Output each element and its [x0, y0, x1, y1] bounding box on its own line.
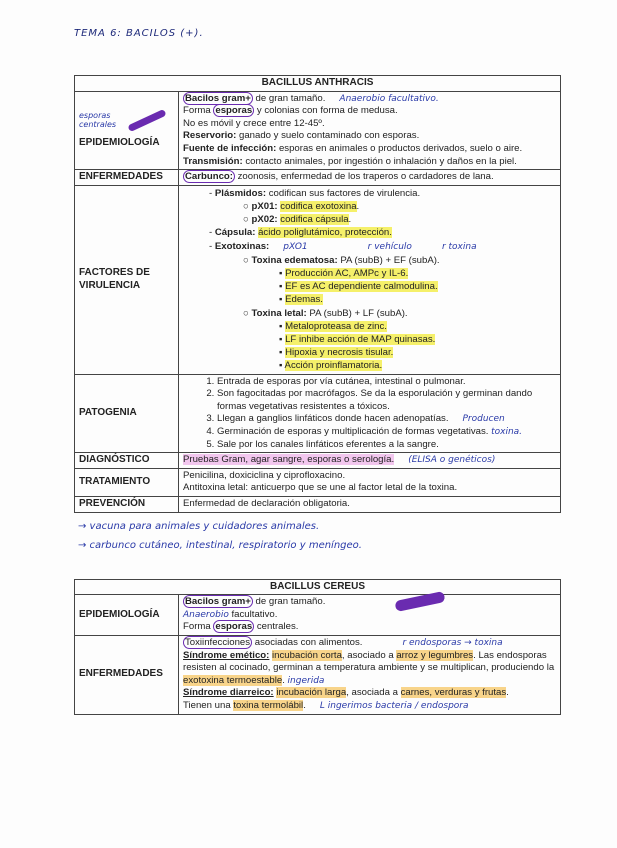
text: incubación larga: [276, 687, 347, 699]
note-anaerobio: Anaerobio facultativo.: [339, 93, 439, 104]
label-epidemiologia: EPIDEMIOLOGÍA: [75, 595, 179, 636]
cereus-table: [74, 579, 561, 715]
text: exotoxina termoestable: [183, 674, 283, 686]
text: PA (subB) + EF (subA).: [337, 254, 440, 266]
text: ganado y suelo contaminado con esporas.: [236, 130, 420, 142]
note-pxo1: pXO1: [283, 241, 308, 252]
note-ingerida: ingerida: [287, 675, 325, 686]
text: Sale por los canales linfáticos eferentes a la sangre.: [217, 438, 439, 450]
cereus-epidemiologia: [179, 595, 561, 636]
label: pX02:: [251, 214, 278, 226]
text: codifica exotoxina: [280, 200, 357, 212]
label: Exotoxinas:: [214, 240, 270, 252]
anthracis-factores: - Plásmidos: codifican sus factores de virulencia. ○ pX01: codifica exotoxina. ○ pX02: codifica cápsula. - Cápsula: ácido poliglutámico, protección. - Exotoxinas: pXO1 r vehículo r toxina ○ Toxina edematosa: PA (subB) + EF (subA). ▪ Producción AC, AMPc y IL-6. ▪ EF es AC dependiente calmodulina. ▪ Edemas. ○ Toxina letal: PA (subB) + LF (subA). ▪ Metaloproteasa de zinc. ▪ LF inhibe acción de MAP quinasas. ▪ Hipoxia y necrosis tisular. ▪ Acción proinflamatoria.: [179, 185, 561, 374]
text: facultativo.: [228, 608, 278, 620]
text: zoonosis, enfermedad de los traperos o cardadores de lana.: [234, 171, 494, 183]
label-diagnostico: DIAGNÓSTICO: [75, 453, 179, 469]
text: Forma: [183, 105, 214, 117]
esporas: esporas: [215, 621, 253, 633]
label-annotations: [79, 111, 174, 129]
list-item: Producción AC, AMPc y IL-6.: [285, 267, 409, 279]
text: PA (subB) + LF (subA).: [306, 307, 408, 319]
text: Antitoxina letal: anticuerpo que se une al factor letal de la toxina.: [183, 482, 458, 494]
bacilos-gram: Bacilos gram+: [185, 92, 251, 104]
list-item: Edemas.: [285, 294, 323, 306]
anthracis-header: BACILLUS ANTHRACIS: [75, 76, 561, 92]
text: de gran tamaño.: [252, 596, 326, 608]
label-factores: FACTORES DE VIRULENCIA: [75, 185, 179, 374]
cereus-enfermedades: Toxiinfecciones asociadas con alimentos. r endosporas → toxina Síndrome emético: incubación corta, asociado a arroz y legumbres. Las endosporas resisten al cocinado, germinan a temperatura ambiente y se multiplican, produciendo la exotoxina termoestable. ingerida Síndrome diarreico: incubación larga, asociada a carnes, verduras y frutas. Tienen una toxina termolábil. L ingerimos bacteria / endospora: [179, 635, 561, 714]
anthracis-enfermedades: [179, 170, 561, 186]
text: . Las endosporas resisten al cocinado, germinan a temperatura ambiente y se multiplican, produciendo la: [183, 649, 555, 674]
text: contacto animales, por ingestión o inhalación y daños en la piel.: [242, 155, 517, 167]
text: y colonias con forma de medusa.: [254, 105, 398, 117]
text: ácido poliglutámico, protección.: [258, 227, 392, 239]
anthracis-table: [74, 75, 561, 513]
toxiinfecciones: Toxiinfecciones: [185, 636, 251, 648]
note-vacuna: → vacuna para animales y cuidadores animales.: [78, 520, 320, 532]
note-elisa: (ELISA o genéticos): [408, 455, 496, 466]
label-patogenia: PATOGENIA: [75, 374, 179, 453]
list-item: [217, 413, 556, 426]
note-vehiculo: r vehículo: [367, 241, 412, 252]
note-esporas-centrales: esporas centrales: [79, 111, 117, 130]
carbunco: Carbunco:: [185, 171, 233, 183]
handwritten-title: TEMA 6: BACILOS (+).: [74, 28, 204, 39]
text: esporas en animales o productos derivados, suelo o aire.: [276, 142, 523, 154]
text: codifican sus factores de virulencia.: [266, 187, 421, 199]
list-item: [217, 376, 556, 389]
text: Llegan a ganglios linfáticos donde hacen adenopatías.: [217, 413, 449, 425]
label: pX01:: [251, 200, 278, 212]
text: Germinación de esporas y multiplicación de formas vegetativas.: [217, 425, 489, 437]
text: de gran tamaño.: [252, 92, 326, 104]
anthracis-prevencion: Enfermedad de declaración obligatoria.: [179, 496, 561, 512]
label-enfermedades: ENFERMEDADES: [75, 170, 179, 186]
list-item: Acción proinflamatoria.: [284, 360, 383, 372]
label: Fuente de infección:: [183, 142, 277, 154]
anthracis-patogenia: [179, 374, 561, 453]
list-item: [217, 388, 556, 413]
esporas: esporas: [215, 105, 253, 117]
note-carbunco: → carbunco cutáneo, intestinal, respiratorio y meníngeo.: [78, 539, 362, 551]
label-prevencion: PREVENCIÓN: [75, 496, 179, 512]
label: Síndrome diarreico:: [183, 687, 274, 699]
label: Síndrome emético:: [183, 649, 270, 661]
text: Son fagocitadas por macrófagos. Se da la esporulación y germinan dando formas vegetativas resistentes a tóxicos.: [217, 388, 533, 412]
label-text: EPIDEMIOLOGÍA: [79, 137, 160, 149]
list-item: EF es AC dependiente calmodulina.: [285, 281, 438, 293]
text: arroz y legumbres: [396, 649, 474, 661]
text: Forma: [183, 621, 214, 633]
note-producen: Producen: [462, 414, 505, 425]
list-item: Hipoxia y necrosis tisular.: [285, 347, 394, 359]
bacilos-gram: Bacilos gram+: [185, 596, 251, 608]
note-toxina2: toxina.: [491, 426, 523, 437]
text: asociadas con alimentos.: [252, 636, 363, 648]
text: No es móvil y crece entre 12-45º.: [183, 117, 325, 129]
text: centrales.: [254, 621, 299, 633]
note-toxina: r toxina: [441, 241, 477, 252]
anthracis-diagnostico: [179, 453, 561, 469]
label: Cápsula:: [214, 227, 256, 239]
list-item: [217, 426, 556, 439]
text: , asociada a: [346, 687, 401, 699]
text: toxina termolábil: [233, 699, 304, 711]
bacillus-drawing: [127, 108, 166, 131]
note-ingerimos: L ingerimos bacteria / endospora: [319, 700, 469, 711]
text: , asociado a: [341, 649, 397, 661]
text: incubación corta: [272, 649, 342, 661]
text: codifica cápsula: [280, 214, 349, 226]
list-item: [217, 439, 556, 452]
list-item: Metaloproteasa de zinc.: [285, 320, 387, 332]
anthracis-epidemiologia: [179, 91, 561, 170]
note-endosporas: r endosporas → toxina: [402, 637, 503, 648]
label-epidemiologia: [75, 91, 179, 170]
note-anaerobio: Anaerobio: [183, 609, 229, 620]
label: Toxina letal:: [251, 307, 307, 319]
anthracis-tratamiento: [179, 468, 561, 496]
text: Pruebas Gram, agar sangre, esporas o serología.: [183, 454, 395, 466]
label: Transmisión:: [183, 155, 243, 167]
label: Reservorio:: [183, 130, 237, 142]
list-item: LF inhibe acción de MAP quinasas.: [285, 333, 436, 345]
label: Toxina edematosa:: [251, 254, 338, 266]
cereus-header: BACILLUS CEREUS: [75, 579, 561, 595]
label-tratamiento: TRATAMIENTO: [75, 468, 179, 496]
label: Plásmidos:: [214, 187, 267, 199]
text: Entrada de esporas por vía cutánea, intestinal o pulmonar.: [217, 375, 466, 387]
text: Penicilina, doxiciclina y ciprofloxacino.: [183, 469, 346, 481]
text: carnes, verduras y frutas: [400, 687, 507, 699]
label-enfermedades: ENFERMEDADES: [75, 635, 179, 714]
text: Tienen una: [183, 699, 234, 711]
